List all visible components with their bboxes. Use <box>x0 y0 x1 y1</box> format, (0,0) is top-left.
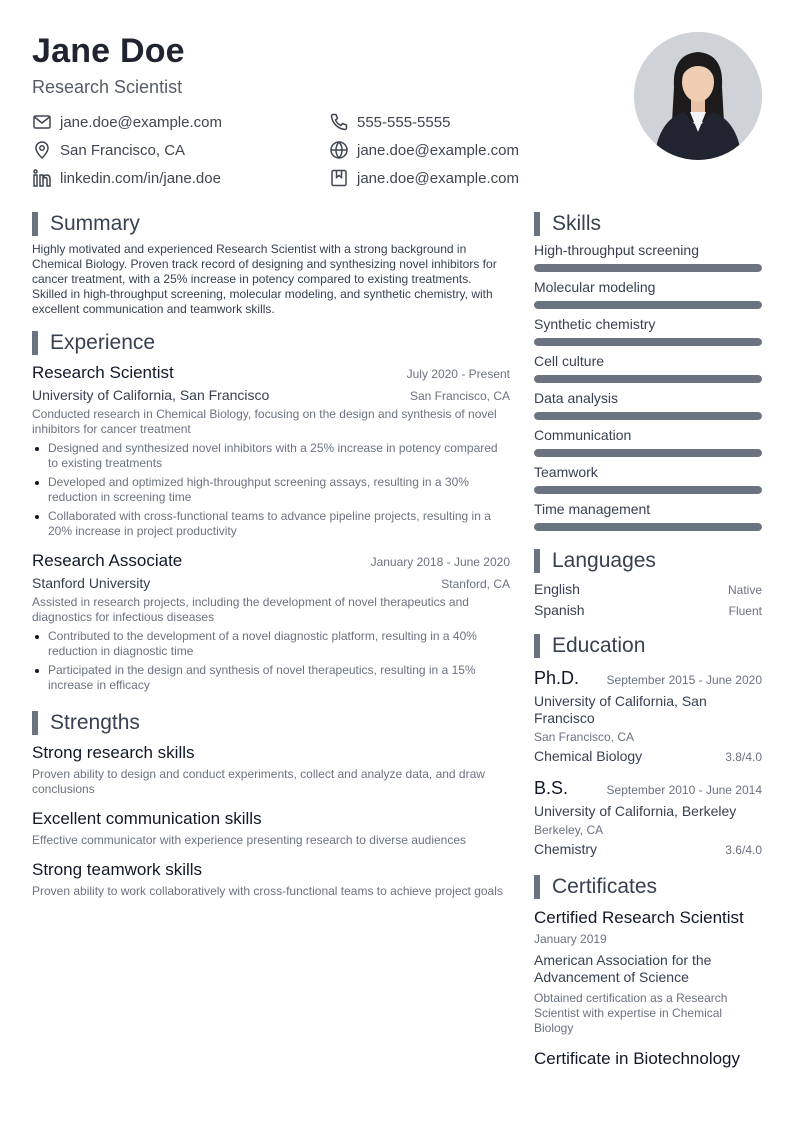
language-level: Fluent <box>728 604 762 618</box>
education-field: Chemical Biology <box>534 748 643 764</box>
skill-bar <box>534 486 762 494</box>
skill-item <box>534 390 762 420</box>
strengths-heading <box>32 711 510 735</box>
language-name: Spanish <box>534 602 585 618</box>
skill-bar-fill <box>534 264 762 272</box>
skill-bar-fill <box>534 486 762 494</box>
skill-bar <box>534 523 762 531</box>
job-bullets <box>32 629 510 693</box>
contact-linkedin[interactable] <box>32 168 221 188</box>
strength-title: Strong research skills <box>32 743 195 762</box>
degree: Ph.D. <box>534 668 580 688</box>
contact-phone-text: 555-555-5555 <box>357 113 451 131</box>
education-dates: September 2015 - June 2020 <box>606 673 762 687</box>
job-bullet: Participated in the design and synthesis of novel therapeutics, resulting in a 15% increase in efficacy <box>32 663 510 693</box>
languages-heading-text: Languages <box>552 549 656 572</box>
certificate-item <box>534 907 762 1036</box>
contact-other-text: jane.doe@example.com <box>357 169 519 187</box>
summary-heading <box>32 212 510 236</box>
experience-item <box>32 551 510 693</box>
experience-item <box>32 363 510 539</box>
section-accent-bar <box>32 331 38 355</box>
skills-heading-text: Skills <box>552 212 602 235</box>
education-item <box>534 778 762 857</box>
mail-icon <box>32 112 52 132</box>
contact-email[interactable] <box>32 112 222 132</box>
skill-bar-fill <box>534 375 762 383</box>
skill-item <box>534 501 762 531</box>
language-item <box>534 581 762 597</box>
resume-header <box>32 30 592 187</box>
experience-heading-text: Experience <box>50 331 156 354</box>
education-gpa: 3.8/4.0 <box>725 750 762 764</box>
phone-icon <box>329 112 349 132</box>
right-column <box>534 212 762 1069</box>
skill-bar-fill <box>534 449 762 457</box>
section-accent-bar <box>534 212 540 236</box>
strength-title: Excellent communication skills <box>32 809 262 828</box>
strength-desc: Proven ability to design and conduct experiments, collect and analyze data, and draw conclusions <box>32 767 485 796</box>
section-accent-bar <box>534 549 540 573</box>
strengths-heading-text: Strengths <box>50 711 140 734</box>
skill-bar <box>534 264 762 272</box>
section-accent-bar <box>32 212 38 236</box>
job-description: Conducted research in Chemical Biology, focusing on the design and synthesis of novel inhibitors for cancer treatment <box>32 407 497 436</box>
strength-item <box>32 809 510 848</box>
degree: B.S. <box>534 778 569 798</box>
job-title: Research Associate <box>32 551 183 570</box>
contact-email-text: jane.doe@example.com <box>60 113 222 131</box>
linkedin-icon <box>32 168 52 188</box>
experience-heading <box>32 331 510 355</box>
education-heading <box>534 634 762 658</box>
skill-bar <box>534 301 762 309</box>
education-location: Berkeley, CA <box>534 823 604 837</box>
section-accent-bar <box>534 875 540 899</box>
contact-website[interactable] <box>329 140 519 160</box>
skills-heading <box>534 212 762 236</box>
skill-bar-fill <box>534 523 762 531</box>
skill-bar <box>534 449 762 457</box>
certificate-title: Certified Research Scientist <box>534 908 744 927</box>
summary-text: Highly motivated and experienced Research Scientist with a strong background in Chemical Biology. Proven track record of designing and synthesizing novel inhibitors for cancer treatment, with a 25% increase in potency compared to existing treatments. Skilled in high-throughput screening, molecular modeling, and synthetic chemistry, with excellent communication and teamwork skills. <box>32 242 497 316</box>
job-bullet: Collaborated with cross-functional teams to advance pipeline projects, resulting in a 20% increase in project productivity <box>32 509 510 539</box>
strength-item <box>32 860 510 899</box>
education-dates: September 2010 - June 2014 <box>606 783 762 797</box>
language-level: Native <box>727 583 762 597</box>
certificate-org: American Association for the Advancement of Science <box>534 952 712 985</box>
skill-item <box>534 464 762 494</box>
languages-heading <box>534 549 762 573</box>
job-dates: July 2020 - Present <box>406 367 510 381</box>
certificate-item <box>534 1048 762 1069</box>
globe-icon <box>329 140 349 160</box>
strength-item <box>32 743 510 797</box>
education-gpa: 3.6/4.0 <box>725 843 762 857</box>
job-description: Assisted in research projects, including the development of novel therapeutics and diagnostics for infectious diseases <box>32 595 469 624</box>
job-title: Research Scientist <box>32 363 174 382</box>
location-pin-icon <box>32 140 52 160</box>
certificates-heading <box>534 875 762 899</box>
skill-item <box>534 279 762 309</box>
strength-desc: Proven ability to work collaboratively with cross-functional teams to achieve project goals <box>32 884 503 898</box>
skill-bar <box>534 338 762 346</box>
contact-phone[interactable] <box>329 112 450 132</box>
candidate-title: Research Scientist <box>32 77 183 97</box>
contact-location-text: San Francisco, CA <box>60 141 186 159</box>
education-school: University of California, Berkeley <box>534 803 737 819</box>
skill-bar <box>534 412 762 420</box>
job-location: Stanford, CA <box>441 577 510 591</box>
skill-item <box>534 353 762 383</box>
section-accent-bar <box>32 711 38 735</box>
skill-bar-fill <box>534 412 762 420</box>
certificate-title: Certificate in Biotechnology <box>534 1049 741 1068</box>
education-school: University of California, San Francisco <box>534 693 707 726</box>
job-bullets <box>32 441 510 539</box>
skill-name: Synthetic chemistry <box>534 316 656 332</box>
job-bullet: Contributed to the development of a novel diagnostic platform, resulting in a 40% reduction in diagnostic time <box>32 629 510 659</box>
certificate-date: January 2019 <box>534 932 607 946</box>
contact-other[interactable] <box>329 168 519 188</box>
certificate-desc: Obtained certification as a Research Scientist with expertise in Chemical Biology <box>534 991 728 1035</box>
skill-name: Time management <box>534 501 651 517</box>
contact-website-text: jane.doe@example.com <box>357 141 519 159</box>
left-column <box>32 212 510 899</box>
strength-title: Strong teamwork skills <box>32 860 203 879</box>
skill-bar <box>534 375 762 383</box>
job-org: University of California, San Francisco <box>32 387 270 403</box>
contact-linkedin-text: linkedin.com/in/jane.doe <box>60 169 221 187</box>
profile-photo <box>634 32 762 160</box>
job-location: San Francisco, CA <box>409 389 510 403</box>
certificates-heading-text: Certificates <box>552 875 658 898</box>
skill-name: High-throughput screening <box>534 242 699 258</box>
skills-list <box>534 242 762 531</box>
profile-photo-illustration <box>634 32 762 160</box>
education-location: San Francisco, CA <box>534 730 635 744</box>
job-dates: January 2018 - June 2020 <box>370 555 510 569</box>
contact-location <box>32 140 185 160</box>
skill-name: Teamwork <box>534 464 598 480</box>
skill-name: Data analysis <box>534 390 619 406</box>
languages-list <box>534 581 762 618</box>
skill-bar-fill <box>534 338 762 346</box>
skill-item <box>534 242 762 272</box>
summary-heading-text: Summary <box>50 212 140 235</box>
education-field: Chemistry <box>534 841 598 857</box>
job-bullet: Developed and optimized high-throughput screening assays, resulting in a 30% reduction in screening time <box>32 475 510 505</box>
candidate-name: Jane Doe <box>32 32 185 70</box>
job-org: Stanford University <box>32 575 151 591</box>
skill-name: Molecular modeling <box>534 279 656 295</box>
skill-item <box>534 316 762 346</box>
education-item <box>534 668 762 764</box>
skill-bar-fill <box>534 301 762 309</box>
skill-name: Communication <box>534 427 632 443</box>
language-item <box>534 602 762 618</box>
skill-name: Cell culture <box>534 353 605 369</box>
job-bullet: Designed and synthesized novel inhibitors with a 25% increase in potency compared to existing treatments <box>32 441 510 471</box>
section-accent-bar <box>534 634 540 658</box>
education-heading-text: Education <box>552 634 646 657</box>
strength-desc: Effective communicator with experience presenting research to diverse audiences <box>32 833 467 847</box>
bookmark-icon <box>329 168 349 188</box>
language-name: English <box>534 581 580 597</box>
skill-item <box>534 427 762 457</box>
